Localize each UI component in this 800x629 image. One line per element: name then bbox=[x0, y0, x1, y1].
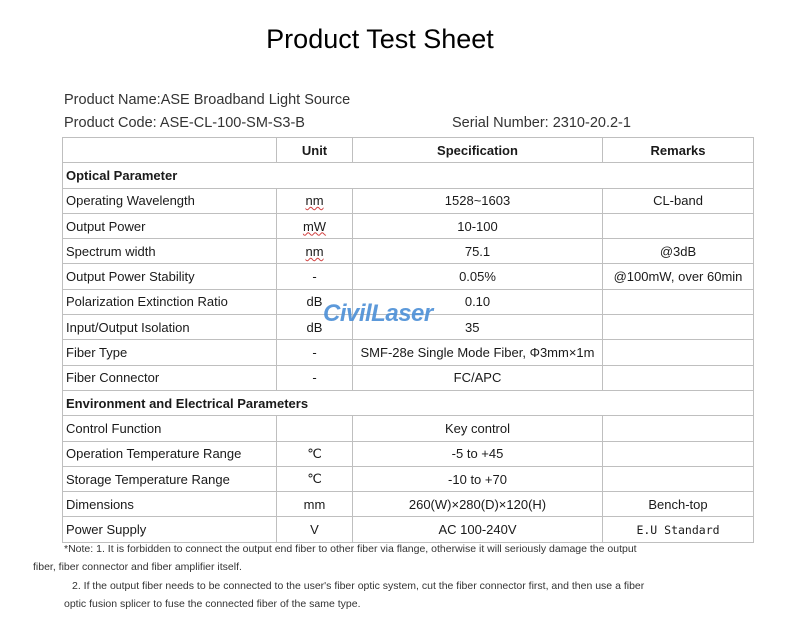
unit-cell bbox=[277, 416, 353, 441]
spec-cell: 0.10 bbox=[353, 289, 603, 314]
param-cell: Operating Wavelength bbox=[63, 188, 277, 213]
header-unit: Unit bbox=[277, 138, 353, 163]
watermark-logo: CivilLaser bbox=[323, 300, 433, 327]
param-cell: Storage Temperature Range bbox=[63, 466, 277, 491]
section-row bbox=[63, 390, 754, 415]
spec-cell: 35 bbox=[353, 315, 603, 340]
note-line-2: fiber, fiber connector and fiber amplifier itself. bbox=[33, 561, 242, 573]
note-line-4: optic fusion splicer to fuse the connected fiber of the same type. bbox=[64, 598, 361, 610]
table-row bbox=[63, 365, 754, 390]
spec-cell: -5 to +45 bbox=[353, 441, 603, 466]
unit-cell: V bbox=[277, 517, 353, 542]
table-row bbox=[63, 264, 754, 289]
remarks-cell bbox=[603, 315, 754, 340]
unit-text: nm bbox=[305, 193, 324, 209]
remarks-cell bbox=[603, 340, 754, 365]
spec-cell: -10 to +70 bbox=[353, 466, 603, 491]
spec-cell: FC/APC bbox=[353, 365, 603, 390]
param-cell: Polarization Extinction Ratio bbox=[63, 289, 277, 314]
table-header-row bbox=[63, 138, 754, 163]
table-row bbox=[63, 517, 754, 542]
section-title: Optical Parameter bbox=[63, 163, 754, 188]
product-name: Product Name:ASE Broadband Light Source bbox=[64, 92, 351, 108]
header-spec: Specification bbox=[353, 138, 603, 163]
header-remarks: Remarks bbox=[603, 138, 754, 163]
remarks-cell: E.U Standard bbox=[603, 517, 754, 542]
param-cell: Dimensions bbox=[63, 492, 277, 517]
param-cell: Power Supply bbox=[63, 517, 277, 542]
serial-number: Serial Number: 2310-20.2-1 bbox=[452, 115, 631, 131]
page-title: Product Test Sheet bbox=[266, 24, 494, 54]
table-row bbox=[63, 340, 754, 365]
unit-text: mW bbox=[302, 218, 327, 234]
remarks-cell: @3dB bbox=[603, 239, 754, 264]
param-cell: Output Power Stability bbox=[63, 264, 277, 289]
table-row bbox=[63, 239, 754, 264]
unit-cell bbox=[277, 213, 353, 238]
unit-cell bbox=[277, 188, 353, 213]
note-line-1: *Note: 1. It is forbidden to connect the output end fiber to other fiber via flange, otherwise it will seriously damage the output bbox=[64, 543, 637, 555]
spec-cell: Key control bbox=[353, 416, 603, 441]
param-cell: Spectrum width bbox=[63, 239, 277, 264]
remarks-cell bbox=[603, 441, 754, 466]
header-param bbox=[63, 138, 277, 163]
table-row bbox=[63, 188, 754, 213]
remarks-cell: @100mW, over 60min bbox=[603, 264, 754, 289]
table-row bbox=[63, 213, 754, 238]
note-line-3: 2. If the output fiber needs to be connected to the user's fiber optic system, cut the fiber connector first, and then use a fiber bbox=[72, 580, 645, 592]
remarks-cell bbox=[603, 213, 754, 238]
param-cell: Output Power bbox=[63, 213, 277, 238]
spec-cell: SMF-28e Single Mode Fiber, Φ3mm×1m bbox=[353, 340, 603, 365]
unit-cell: mm bbox=[277, 492, 353, 517]
unit-cell: - bbox=[277, 340, 353, 365]
section-title: Environment and Electrical Parameters bbox=[63, 390, 754, 415]
unit-cell: ℃ bbox=[277, 466, 353, 491]
spec-cell: 260(W)×280(D)×120(H) bbox=[353, 492, 603, 517]
unit-cell: - bbox=[277, 264, 353, 289]
param-cell: Fiber Connector bbox=[63, 365, 277, 390]
table-row bbox=[63, 441, 754, 466]
section-row bbox=[63, 163, 754, 188]
spec-cell: 0.05% bbox=[353, 264, 603, 289]
param-cell: Input/Output Isolation bbox=[63, 315, 277, 340]
table-row bbox=[63, 466, 754, 491]
unit-cell bbox=[277, 239, 353, 264]
remarks-cell bbox=[603, 466, 754, 491]
remarks-cell: CL-band bbox=[603, 188, 754, 213]
remarks-cell bbox=[603, 365, 754, 390]
unit-text: nm bbox=[305, 243, 324, 259]
table-row bbox=[63, 492, 754, 517]
table-row bbox=[63, 416, 754, 441]
spec-cell: 1528~1603 bbox=[353, 188, 603, 213]
unit-cell: dB bbox=[277, 289, 353, 314]
param-cell: Control Function bbox=[63, 416, 277, 441]
param-cell: Fiber Type bbox=[63, 340, 277, 365]
unit-cell: ℃ bbox=[277, 441, 353, 466]
spec-table bbox=[62, 137, 754, 543]
remarks-cell bbox=[603, 416, 754, 441]
unit-cell: dB bbox=[277, 315, 353, 340]
spec-cell: 75.1 bbox=[353, 239, 603, 264]
spec-cell: AC 100-240V bbox=[353, 517, 603, 542]
remarks-cell bbox=[603, 289, 754, 314]
spec-cell: 10-100 bbox=[353, 213, 603, 238]
remarks-cell: Bench-top bbox=[603, 492, 754, 517]
unit-cell: - bbox=[277, 365, 353, 390]
param-cell: Operation Temperature Range bbox=[63, 441, 277, 466]
product-code: Product Code: ASE-CL-100-SM-S3-B bbox=[64, 115, 305, 131]
